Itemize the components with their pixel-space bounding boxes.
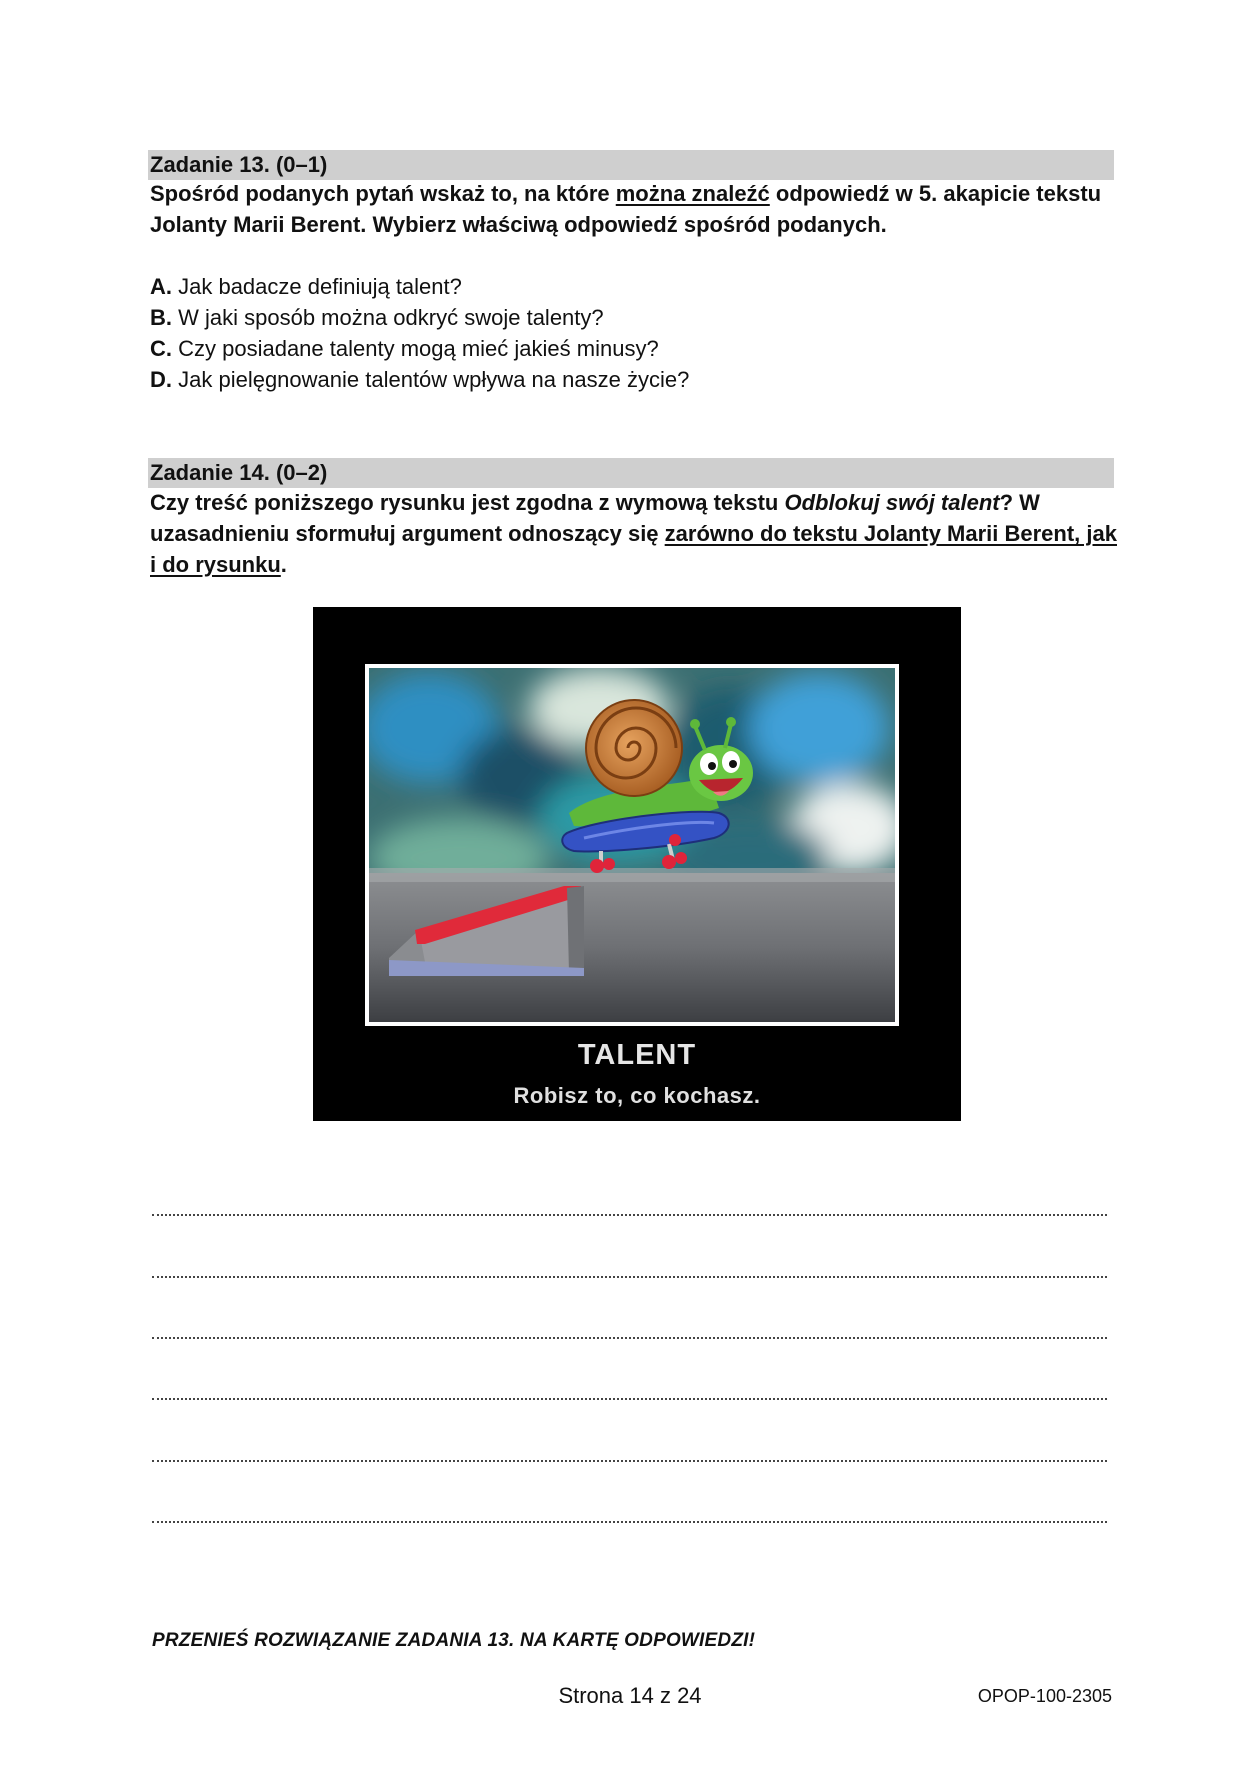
option-text: Jak badacze definiują talent?: [172, 274, 462, 299]
transfer-note: PRZENIEŚ ROZWIĄZANIE ZADANIA 13. NA KARTĘ ODPOWIEDZI!: [152, 1630, 756, 1651]
answer-line[interactable]: [152, 1398, 1107, 1400]
answer-line[interactable]: [152, 1460, 1107, 1462]
motivational-poster: [313, 607, 961, 1121]
option-c[interactable]: [150, 333, 689, 364]
task-13-question-underlined: można znaleźć: [615, 181, 770, 206]
task-13-options: [150, 271, 689, 395]
poster-caption-title: TALENT: [577, 1039, 697, 1071]
option-letter: D.: [150, 367, 172, 392]
task-14-question-underlined: zarówno do tekstu Jolanty Marii Berent, jak i do rysunku: [150, 521, 1117, 577]
option-letter: A.: [150, 274, 172, 299]
snail-skateboard-illustration: [369, 668, 895, 1022]
task-14-question-part: ? W uzasadnieniu sformułuj argument odnoszący się: [150, 490, 1040, 546]
task-13-question-part: odpowiedź w 5. akapicie tekstu Jolanty Marii Berent. Wybierz właściwą odpowiedź spośród podanych.: [150, 181, 1102, 237]
text-title: Odblokuj swój talent: [784, 490, 1000, 515]
option-a[interactable]: [150, 271, 689, 302]
option-letter: B.: [150, 305, 172, 330]
task-14-question-part: .: [280, 552, 287, 577]
answer-line[interactable]: [152, 1214, 1107, 1216]
answer-line[interactable]: [152, 1521, 1107, 1523]
page-number: Strona 14 z 24: [558, 1683, 702, 1708]
option-letter: C.: [150, 336, 172, 361]
answer-line[interactable]: [152, 1337, 1107, 1339]
option-text: Jak pielęgnowanie talentów wpływa na nasze życie?: [172, 367, 690, 392]
exam-code: OPOP-100-2305: [977, 1686, 1112, 1706]
answer-line[interactable]: [152, 1276, 1107, 1278]
task-14-question-part: Czy treść poniższego rysunku jest zgodna z wymową tekstu: [150, 490, 785, 515]
task-13-header: Zadanie 13. (0–1): [148, 150, 1114, 180]
option-text: Czy posiadane talenty mogą mieć jakieś minusy?: [172, 336, 659, 361]
option-b[interactable]: [150, 302, 689, 333]
option-text: W jaki sposób można odkryć swoje talenty?: [172, 305, 604, 330]
task-14-header: Zadanie 14. (0–2): [148, 458, 1114, 488]
task-13-question: [150, 178, 1120, 240]
task-13-question-part: Spośród podanych pytań wskaż to, na które: [150, 181, 616, 206]
option-d[interactable]: [150, 364, 689, 395]
poster-caption-subtitle: Robisz to, co kochasz.: [513, 1083, 761, 1108]
poster-picture: [365, 664, 899, 1026]
task-14-question: [150, 487, 1120, 580]
